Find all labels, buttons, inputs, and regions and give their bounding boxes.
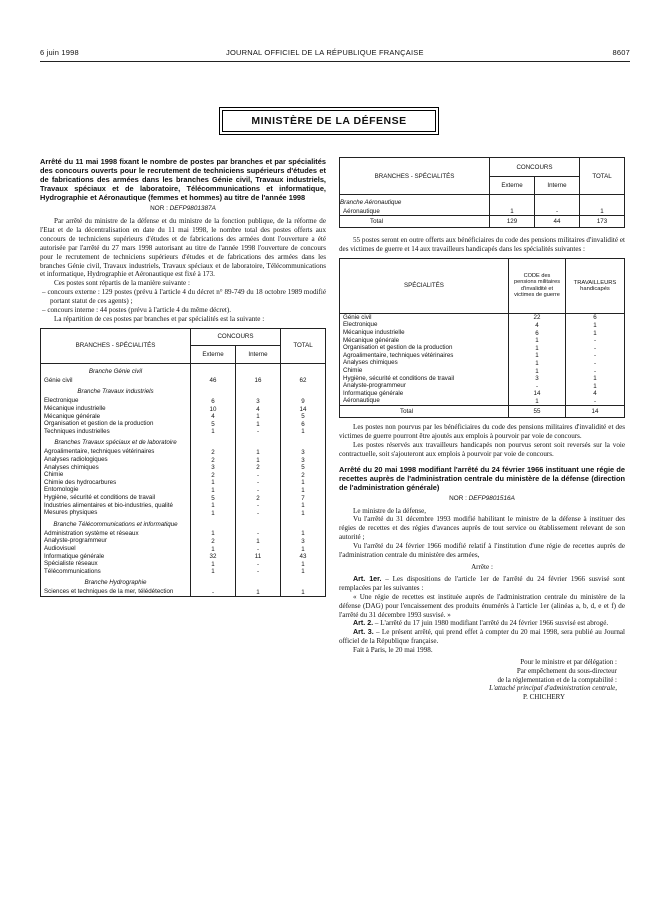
interne-value: 4 xyxy=(236,405,281,413)
interne-value: 3 xyxy=(236,397,281,405)
decree1-para1: Par arrêté du ministre de la défense et du ministre de la fonction publique, de la réforme de l'Etat et de la décentralisation en date du 11 mai 1998, le nombre total des postes offerts aux concours de techniciens supérieurs d'études et de fabrications des armées dont l'ouverture a été autorisée par l'arrêté du 27 mars 1998 autorisant au titre de l'année 1998 l'ouverture de concours pour le recrutement de techniciens supérieurs d'études et de fabrications des armées dans les branches Génie civil, Travaux industriels, Travaux spéciaux et de laboratoire, Télécommunications et informatique, Hydrographie et Aéronautique est fixé à 173. xyxy=(40,217,326,279)
handicapes-value: 1 xyxy=(566,382,625,390)
externe-value: 1 xyxy=(191,560,236,568)
table-row xyxy=(41,553,326,561)
specialite-label: Agroalimentaire, techniques vétérinaires xyxy=(41,448,191,456)
specialite-label: Analyses radiologiques xyxy=(41,456,191,464)
externe-value: 1 xyxy=(191,502,236,510)
empty-cell xyxy=(191,384,236,397)
signature-line-3: de la réglementation et de la comptabilité : xyxy=(497,675,617,684)
specialite-label: Aéronautique xyxy=(340,208,490,216)
total-value: 1 xyxy=(281,530,326,538)
externe-value: 46 xyxy=(191,377,236,385)
interne-value: - xyxy=(236,479,281,487)
table-row xyxy=(340,367,625,375)
signature-line-2: Par empêchement du sous-directeur xyxy=(516,666,617,675)
externe-value: 1 xyxy=(191,568,236,576)
table-row xyxy=(41,568,326,576)
specialite-label: Electronique xyxy=(41,397,191,405)
interne-value: - xyxy=(236,486,281,494)
total-code-pensions: 55 xyxy=(509,405,566,417)
code-pensions-value: 1 xyxy=(509,367,566,375)
table-row xyxy=(41,471,326,479)
signature-line-1: Pour le ministre et par délégation : xyxy=(520,658,617,667)
specialite-label: Analyses chimiques xyxy=(41,464,191,472)
interne-value: 1 xyxy=(236,420,281,428)
table-row xyxy=(41,560,326,568)
interne-value: - xyxy=(236,502,281,510)
table-row xyxy=(41,486,326,494)
table-row xyxy=(340,397,625,405)
total-value: 1 xyxy=(281,486,326,494)
total-value: 43 xyxy=(281,553,326,561)
handicapes-value: - xyxy=(566,352,625,360)
total-value: 6 xyxy=(281,420,326,428)
table-row xyxy=(41,502,326,510)
specialite-label: Chimie xyxy=(41,471,191,479)
externe-value: 2 xyxy=(191,456,236,464)
total-value: 14 xyxy=(281,405,326,413)
specialite-label: Sciences et techniques de la mer, télédétection xyxy=(41,588,191,596)
branch-heading: Branches Travaux spéciaux et de laboratoire xyxy=(41,435,191,448)
specialite-label: Génie civil xyxy=(340,313,509,321)
signature-name: P. CHICHERY xyxy=(522,693,565,702)
decree2-nor xyxy=(339,495,625,502)
handicapes-value: - xyxy=(566,397,625,405)
art3-text: – Le présent arrêté, qui prend effet à compter du 20 mai 1998, sera publié au Journal officiel de la République française. xyxy=(339,628,626,646)
t3-head-travailleurs: TRAVAILLEURS handicapés xyxy=(566,258,625,313)
branch-heading: Branche Aéronautique xyxy=(340,195,490,209)
table-branches-specialites xyxy=(40,328,326,597)
decree2-art2 xyxy=(339,619,625,628)
signature-title: L'attaché principal d'administration centrale, xyxy=(489,684,617,693)
decree2-p1: Le ministre de la défense, xyxy=(353,506,427,515)
table-row xyxy=(41,545,326,553)
table-row xyxy=(41,494,326,502)
decree2-p2: Vu l'arrêté du 31 décembre 1993 modifié habilitant le ministre de la défense à instituer des régies de recettes et des régies d'avances auprès de tout service ou établissement relevant de son autorité ; xyxy=(339,515,625,542)
branch-row xyxy=(41,384,326,397)
externe-value: 32 xyxy=(191,553,236,561)
interne-value: 2 xyxy=(236,494,281,502)
decree1-nor xyxy=(40,205,326,212)
specialite-label: Génie civil xyxy=(41,377,191,385)
code-pensions-value: 1 xyxy=(509,344,566,352)
t1-head-total: TOTAL xyxy=(281,328,326,363)
interne-value: 11 xyxy=(236,553,281,561)
empty-cell xyxy=(236,435,281,448)
t3-body xyxy=(340,313,625,417)
specialite-label: Industries alimentaires et bio-industries, qualité xyxy=(41,502,191,510)
externe-value: 2 xyxy=(191,471,236,479)
interne-value: - xyxy=(236,545,281,553)
specialite-label: Mécanique industrielle xyxy=(41,405,191,413)
specialite-label: Mécanique industrielle xyxy=(340,329,509,337)
decree1-dash2: – concours interne : 44 postes (prévu à l'article 4 du même décret). xyxy=(42,306,231,315)
externe-value: 5 xyxy=(191,494,236,502)
empty-cell xyxy=(236,517,281,530)
table-row xyxy=(41,397,326,405)
code-pensions-value: 14 xyxy=(509,390,566,398)
decree1-para3: La répartition de ces postes par branches et par spécialités est la suivante : xyxy=(54,314,265,323)
branch-row xyxy=(41,435,326,448)
para-55-postes: 55 postes seront en outre offerts aux bénéficiaires du code des pensions militaires d'invalidité et des victimes de guerre et 14 aux travailleurs handicapés dans les spécialités suivantes : xyxy=(339,236,625,253)
table-row xyxy=(41,588,326,596)
art1-label: Art. 1er. xyxy=(353,574,382,583)
empty-cell xyxy=(236,363,281,377)
total-value: 1 xyxy=(281,545,326,553)
t2-head-concours: CONCOURS xyxy=(490,158,580,177)
decree1-para2: Ces postes sont répartis de la manière suivante : xyxy=(54,279,190,288)
handicapes-value: 1 xyxy=(566,321,625,329)
externe-value: 2 xyxy=(191,448,236,456)
empty-cell xyxy=(281,435,326,448)
art1-text: – Les dispositions de l'article 1er de l'arrêté du 24 février 1966 susvisé sont remplacées par les suivantes : xyxy=(339,574,625,592)
total-value: 1 xyxy=(281,428,326,436)
table-aeronautique xyxy=(339,157,625,228)
total-value: 1 xyxy=(281,560,326,568)
t3-head-specialites: SPÉCIALITÉS xyxy=(340,258,509,313)
handicapes-value: 6 xyxy=(566,313,625,321)
table-row xyxy=(41,428,326,436)
code-pensions-value: 6 xyxy=(509,329,566,337)
decree2-nor-code: DEFP9801516A xyxy=(468,494,515,502)
table-row xyxy=(41,479,326,487)
empty-cell xyxy=(191,363,236,377)
table-row xyxy=(340,344,625,352)
externe-value: 2 xyxy=(191,537,236,545)
branch-row xyxy=(41,575,326,588)
externe-value: 3 xyxy=(191,464,236,472)
branch-heading: Branche Travaux industriels xyxy=(41,384,191,397)
total-row xyxy=(340,405,625,417)
specialite-label: Spécialiste réseaux xyxy=(41,560,191,568)
externe-value: 4 xyxy=(191,413,236,421)
externe-value: 1 xyxy=(191,545,236,553)
total-label: Total xyxy=(340,216,490,228)
code-pensions-value: 3 xyxy=(509,375,566,383)
interne-value: - xyxy=(236,428,281,436)
table-row xyxy=(340,208,625,216)
header-rule xyxy=(40,61,630,62)
total-value: 3 xyxy=(281,537,326,545)
header-page-number: 8607 xyxy=(612,48,630,57)
interne-value: - xyxy=(236,568,281,576)
table-row xyxy=(340,390,625,398)
decree2-nor-label: NOR : xyxy=(449,494,467,502)
specialite-label: Hygiène, sécurité et conditions de travail xyxy=(340,375,509,383)
externe-value: 1 xyxy=(191,509,236,517)
decree1-nor-code: DEFP9801387A xyxy=(169,205,216,212)
specialite-label: Télécommunications xyxy=(41,568,191,576)
table-row xyxy=(41,530,326,538)
total-externe: 129 xyxy=(490,216,535,228)
table-row xyxy=(41,413,326,421)
table-row xyxy=(41,377,326,385)
externe-value: 1 xyxy=(191,486,236,494)
handicapes-value: - xyxy=(566,344,625,352)
specialite-label: Mesures physiques xyxy=(41,509,191,517)
total-value: 1 xyxy=(281,479,326,487)
interne-value: - xyxy=(236,560,281,568)
specialite-label: Mécanique générale xyxy=(340,337,509,345)
specialite-label: Entomologie xyxy=(41,486,191,494)
table-row xyxy=(340,382,625,390)
specialite-label: Organisation et gestion de la production xyxy=(41,420,191,428)
total-value: 1 xyxy=(281,509,326,517)
empty-cell xyxy=(236,575,281,588)
externe-value: 10 xyxy=(191,405,236,413)
specialite-label: Electronique xyxy=(340,321,509,329)
table-row xyxy=(41,464,326,472)
table-row xyxy=(41,537,326,545)
total-value: 1 xyxy=(281,568,326,576)
table-row xyxy=(41,420,326,428)
interne-value: 16 xyxy=(236,377,281,385)
ministry-title: MINISTÈRE DE LA DÉFENSE xyxy=(222,110,436,132)
total-value: 1 xyxy=(281,502,326,510)
interne-value: 1 xyxy=(236,537,281,545)
empty-cell xyxy=(535,195,580,209)
table-row xyxy=(340,313,625,321)
decree2-done: Fait à Paris, le 20 mai 1998. xyxy=(353,646,433,655)
total-value: 1 xyxy=(281,588,326,596)
header-journal: JOURNAL OFFICIEL DE LA RÉPUBLIQUE FRANÇAISE xyxy=(226,48,424,57)
signature-line-4 xyxy=(339,684,625,693)
total-value: 3 xyxy=(281,456,326,464)
specialite-label: Techniques industrielles xyxy=(41,428,191,436)
decree2-art3 xyxy=(339,628,625,646)
decree2-p3: Vu l'arrêté du 24 février 1966 modifié relatif à l'institution d'une régie de recettes auprès de l'administration centrale du ministère des armées, xyxy=(339,542,625,560)
specialite-label: Aéronautique xyxy=(340,397,509,405)
empty-cell xyxy=(236,384,281,397)
empty-cell xyxy=(191,575,236,588)
branch-row xyxy=(340,195,625,209)
specialite-label: Hygiène, sécurité et conditions de travail xyxy=(41,494,191,502)
code-pensions-value: 22 xyxy=(509,313,566,321)
t1-head-externe: Externe xyxy=(191,345,236,363)
t1-head-concours: CONCOURS xyxy=(191,328,281,345)
t2-head-interne: Interne xyxy=(535,177,580,195)
code-pensions-value: 1 xyxy=(509,337,566,345)
branch-heading: Branche Télécommunications et informatique xyxy=(41,517,191,530)
specialite-label: Administration système et réseaux xyxy=(41,530,191,538)
page-header xyxy=(40,48,630,62)
handicapes-value: 4 xyxy=(566,390,625,398)
empty-cell xyxy=(580,195,625,209)
table-row xyxy=(340,352,625,360)
art3-label: Art. 3. xyxy=(353,628,374,637)
code-pensions-value: - xyxy=(509,382,566,390)
table-row xyxy=(41,448,326,456)
specialite-label: Informatique générale xyxy=(41,553,191,561)
externe-value: 1 xyxy=(490,208,535,216)
specialite-label: Analyste-programmeur xyxy=(340,382,509,390)
externe-value: 6 xyxy=(191,397,236,405)
t2-body xyxy=(340,195,625,228)
header-date: 6 juin 1998 xyxy=(40,48,79,57)
handicapes-value: - xyxy=(566,337,625,345)
total-value: 7 xyxy=(281,494,326,502)
empty-cell xyxy=(191,517,236,530)
externe-value: 5 xyxy=(191,420,236,428)
branch-heading: Branche Hydrographie xyxy=(41,575,191,588)
externe-value: - xyxy=(191,588,236,596)
t3-head-code: CODE des pensions militaires d'invalidité et victimes de guerre xyxy=(509,258,566,313)
table-row xyxy=(340,359,625,367)
total-value: 5 xyxy=(281,464,326,472)
total-value: 9 xyxy=(281,397,326,405)
interne-value: 2 xyxy=(236,464,281,472)
total-value: 62 xyxy=(281,377,326,385)
t2-head-branches: BRANCHES - SPÉCIALITÉS xyxy=(340,158,490,195)
interne-value: - xyxy=(236,530,281,538)
handicapes-value: - xyxy=(566,359,625,367)
para-postes-non-pourvus: Les postes non pourvus par les bénéficiaires du code des pensions militaires d'invalidité et des victimes de guerre pourront être ajoutés aux emplois à pourvoir par voie de concours. xyxy=(339,422,625,440)
interne-value: 1 xyxy=(236,413,281,421)
art2-text: – L'arrêté du 17 juin 1980 modifiant l'arrêté du 24 février 1966 susvisé est abrogé. xyxy=(373,619,609,628)
art2-label: Art. 2. xyxy=(353,619,374,628)
table-row xyxy=(340,321,625,329)
t1-head-branches: BRANCHES - SPÉCIALITÉS xyxy=(41,328,191,363)
handicapes-value: 1 xyxy=(566,375,625,383)
total-value: 1 xyxy=(580,208,625,216)
total-row xyxy=(340,216,625,228)
table-row xyxy=(41,509,326,517)
externe-value: 1 xyxy=(191,530,236,538)
table-row xyxy=(340,375,625,383)
decree1-title: Arrêté du 11 mai 1998 fixant le nombre de postes par branches et par spécialités des concours ouverts pour le recrutement de techniciens supérieurs d'études et de fabrications des armées dans les branches Génie civil, Travaux industriels, Travaux spéciaux et de laboratoire, Télécommunications et informatique, Hydrographie et Aéronautique (femmes et hommes) au titre de l'année 1998 xyxy=(40,157,326,202)
interne-value: 1 xyxy=(236,588,281,596)
interne-value: - xyxy=(236,471,281,479)
t2-head-total: TOTAL xyxy=(580,158,625,195)
empty-cell xyxy=(191,435,236,448)
code-pensions-value: 1 xyxy=(509,397,566,405)
specialite-label: Mécanique générale xyxy=(41,413,191,421)
table-row xyxy=(41,456,326,464)
code-pensions-value: 4 xyxy=(509,321,566,329)
specialite-label: Organisation et gestion de la production xyxy=(340,344,509,352)
total-label: Total xyxy=(340,405,509,417)
total-interne: 44 xyxy=(535,216,580,228)
handicapes-value: 1 xyxy=(566,329,625,337)
empty-cell xyxy=(281,517,326,530)
empty-cell xyxy=(281,384,326,397)
interne-value: - xyxy=(535,208,580,216)
code-pensions-value: 1 xyxy=(509,352,566,360)
para-postes-reserves: Les postes réservés aux travailleurs handicapés non pourvus seront soit reversés sur la voie contractuelle, soit s'ajouteront aux emplois à pourvoir par voie de concours. xyxy=(339,440,625,458)
decree1-nor-label: NOR : xyxy=(150,205,168,212)
externe-value: 1 xyxy=(191,479,236,487)
t1-head-interne: Interne xyxy=(236,345,281,363)
handicapes-value: - xyxy=(566,367,625,375)
total-value: 3 xyxy=(281,448,326,456)
t1-body xyxy=(41,363,326,596)
branch-row xyxy=(41,517,326,530)
decree2-art1-quote: « Une régie de recettes est instituée auprès de l'administration centrale du ministère de la défense (DAG) pour l'encaissement des produits énumérés à l'article 1er (alinéas a, b, d, e et f) de l'arrêté du 31 décembre 1993 susvisé. » xyxy=(339,592,625,619)
interne-value: - xyxy=(236,509,281,517)
branch-heading: Branche Génie civil xyxy=(41,363,191,377)
decree2-arrete: Arrête : xyxy=(471,563,493,571)
decree1-dash1: – concours externe : 129 postes (prévu à l'article 4 du décret n° 89-749 du 18 octobre 1989 modifié portant statut de ces agents) ; xyxy=(42,288,326,306)
total-total: 173 xyxy=(580,216,625,228)
table-row xyxy=(41,405,326,413)
specialite-label: Chimie xyxy=(340,367,509,375)
empty-cell xyxy=(490,195,535,209)
specialite-label: Analyste-programmeur xyxy=(41,537,191,545)
interne-value: 1 xyxy=(236,448,281,456)
total-value: 5 xyxy=(281,413,326,421)
t2-head-externe: Externe xyxy=(490,177,535,195)
code-pensions-value: 1 xyxy=(509,359,566,367)
left-column xyxy=(40,157,326,597)
right-column xyxy=(339,157,625,702)
empty-cell xyxy=(281,575,326,588)
decree2-title: Arrêté du 20 mai 1998 modifiant l'arrêté du 24 février 1966 instituant une régie de recettes auprès de l'administration centrale du ministère de la défense (direction de l'administration générale) xyxy=(339,464,625,492)
specialite-label: Agroalimentaire, techniques vétérinaires xyxy=(340,352,509,360)
table-pensions-handicapes xyxy=(339,258,625,418)
total-handicapes: 14 xyxy=(566,405,625,417)
interne-value: 1 xyxy=(236,456,281,464)
externe-value: 1 xyxy=(191,428,236,436)
total-value: 2 xyxy=(281,471,326,479)
specialite-label: Audiovisuel xyxy=(41,545,191,553)
specialite-label: Analyses chimiques xyxy=(340,359,509,367)
table-row xyxy=(340,329,625,337)
empty-cell xyxy=(281,363,326,377)
branch-row xyxy=(41,363,326,377)
table-row xyxy=(340,337,625,345)
specialite-label: Chimie des hydrocarbures xyxy=(41,479,191,487)
decree2-art1 xyxy=(339,575,625,593)
specialite-label: Informatique générale xyxy=(340,390,509,398)
